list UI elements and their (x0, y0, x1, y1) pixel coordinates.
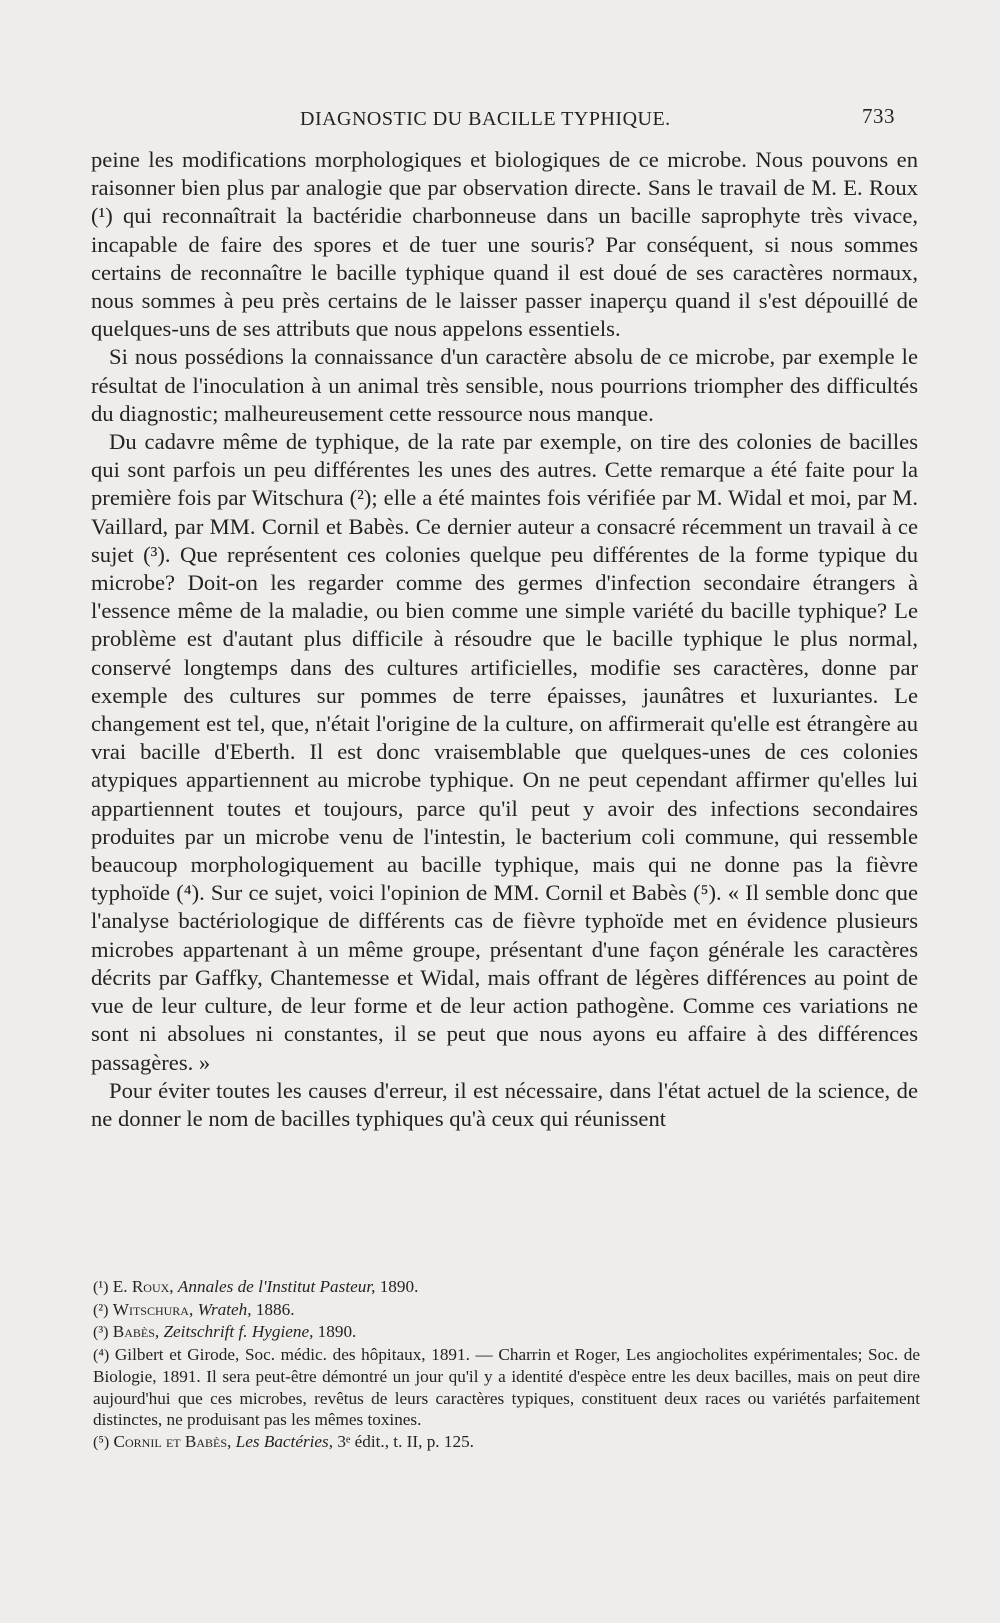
footnote-mark: (³) (93, 1324, 109, 1341)
footnote-author: Babès, (112, 1322, 160, 1341)
footnote-author: E. Roux, (112, 1277, 174, 1296)
page-number: 733 (862, 104, 895, 128)
footnote-rest: 1890. (379, 1277, 419, 1296)
footnote-author: Witschura, (112, 1299, 194, 1319)
footnote-rest: 1890. (317, 1322, 357, 1341)
paragraph: Si nous possédions la connaissance d'un caractère absolu de ce microbe, par exemple le résultat de l'inoculation à un animal très sensible, nous pourrions triompher des difficultés du diagnostic; malheureusement cette ressource nous manque. (91, 344, 918, 426)
footnote-title: Zeitschrift f. Hygiene, (163, 1322, 314, 1341)
body-text (91, 146, 918, 1133)
paragraph-continuation: peine les modifications morphologiques et biologiques de ce microbe. Nous pouvons en raisonner bien plus par analogie que par observation directe. Sans le travail de M. E. Roux (¹) qui reconnaîtrait la bactéridie charbonneuse dans un bacille saprophyte très vivace, incapable de faire des spores et de tuer une souris? Par conséquent, si nous sommes certains de reconnaître le bacille typhique quand il est doué de ses caractères normaux, nous sommes à peu près certains de le laisser passer inaperçu quand il s'est dépouillé de quelques-uns de ses attributs que nous appelons essentiels. (91, 147, 918, 342)
footnote-title: Annales de l'Institut Pasteur, (177, 1277, 376, 1296)
footnotes (93, 1276, 920, 1453)
footnote-mark: (²) (93, 1301, 109, 1319)
footnote-title: Les Bactéries, (235, 1431, 334, 1451)
footnote-4 (93, 1344, 920, 1431)
footnote-5 (93, 1431, 920, 1454)
running-title: DIAGNOSTIC DU BACILLE TYPHIQUE. (300, 108, 671, 130)
footnote-rest: 1886. (255, 1299, 295, 1319)
footnote-2 (93, 1299, 920, 1322)
footnote-rest: 3ᵉ édit., t. II, p. 125. (337, 1431, 474, 1451)
footnote-author: Cornil et Babès, (113, 1431, 232, 1451)
paragraph: Pour éviter toutes les causes d'erreur, il est nécessaire, dans l'état actuel de la science, de ne donner le nom de bacilles typhiques qu'à ceux qui réunissent (91, 1077, 918, 1131)
footnote-mark: (⁵) (93, 1433, 110, 1451)
footnote-title: Wrateh, (197, 1299, 252, 1319)
footnote-3 (93, 1321, 920, 1344)
footnote-1 (93, 1276, 920, 1299)
footnote-text: Gilbert et Girode, Soc. médic. des hôpitaux, 1891. — Charrin et Roger, Les angiocholites expérimentales; Soc. de Biologie, 1891. Il sera peut-être démontré un jour qu'il y a identité d'espèce entre les deux bacilles, mais on peut dire aujourd'hui que ces microbes, revêtus de leurs caractères typiques, constituent deux races ou variétés parfaitement distinctes, ne produisant pas les mêmes toxines. (93, 1344, 920, 1429)
paragraph: Du cadavre même de typhique, de la rate par exemple, on tire des colonies de bacilles qui sont parfois un peu différentes les unes des autres. Cette remarque a été faite pour la première fois par Witschura (²); elle a été maintes fois vérifiée par M. Widal et moi, par M. Vaillard, par MM. Cornil et Babès. Ce dernier auteur a consacré récemment un travail à ce sujet (³). Que représentent ces colonies quelque peu différentes de la forme typique du microbe? Doit-on les regarder comme des germes d'infection secondaire étrangers à l'essence même de la maladie, ou bien comme une simple variété du bacille typhique? Le problème est d'autant plus difficile à résoudre que le bacille typhique le plus normal, conservé longtemps dans des cultures artificielles, modifie ses caractères, donne par exemple des cultures sur pommes de terre épaisses, jaunâtres et luxuriantes. Le changement est tel, que, n'était l'origine de la culture, on affirmerait qu'elle est étrangère au vrai bacille d'Eberth. Il est donc vraisemblable que quelques-unes de ces colonies atypiques appartiennent au microbe typhique. On ne peut cependant affirmer qu'elles lui appartiennent toutes et toujours, parce qu'il peut y avoir des infections secondaires produites par un microbe venu de l'intestin, le bacterium coli commune, qui ressemble beaucoup morphologiquement au bacille typhique, mais qui ne donne pas la fièvre typhoïde (⁴). Sur ce sujet, voici l'opinion de MM. Cornil et Babès (⁵). « Il semble donc que l'analyse bactériologique de différents cas de fièvre typhoïde met en évidence plusieurs microbes appartenant à un même groupe, présentant d'une façon générale les caractères décrits par Gaffky, Chantemesse et Widal, mais offrant de légères différences au point de vue de leur culture, de leur forme et de leur action pathogène. Comme ces variations ne sont ni absolues ni constantes, il se peut que nous ayons eu affaire à des différences passagères. » (91, 429, 918, 1075)
footnote-mark: (¹) (93, 1279, 109, 1296)
footnote-mark: (⁴) (93, 1346, 110, 1364)
